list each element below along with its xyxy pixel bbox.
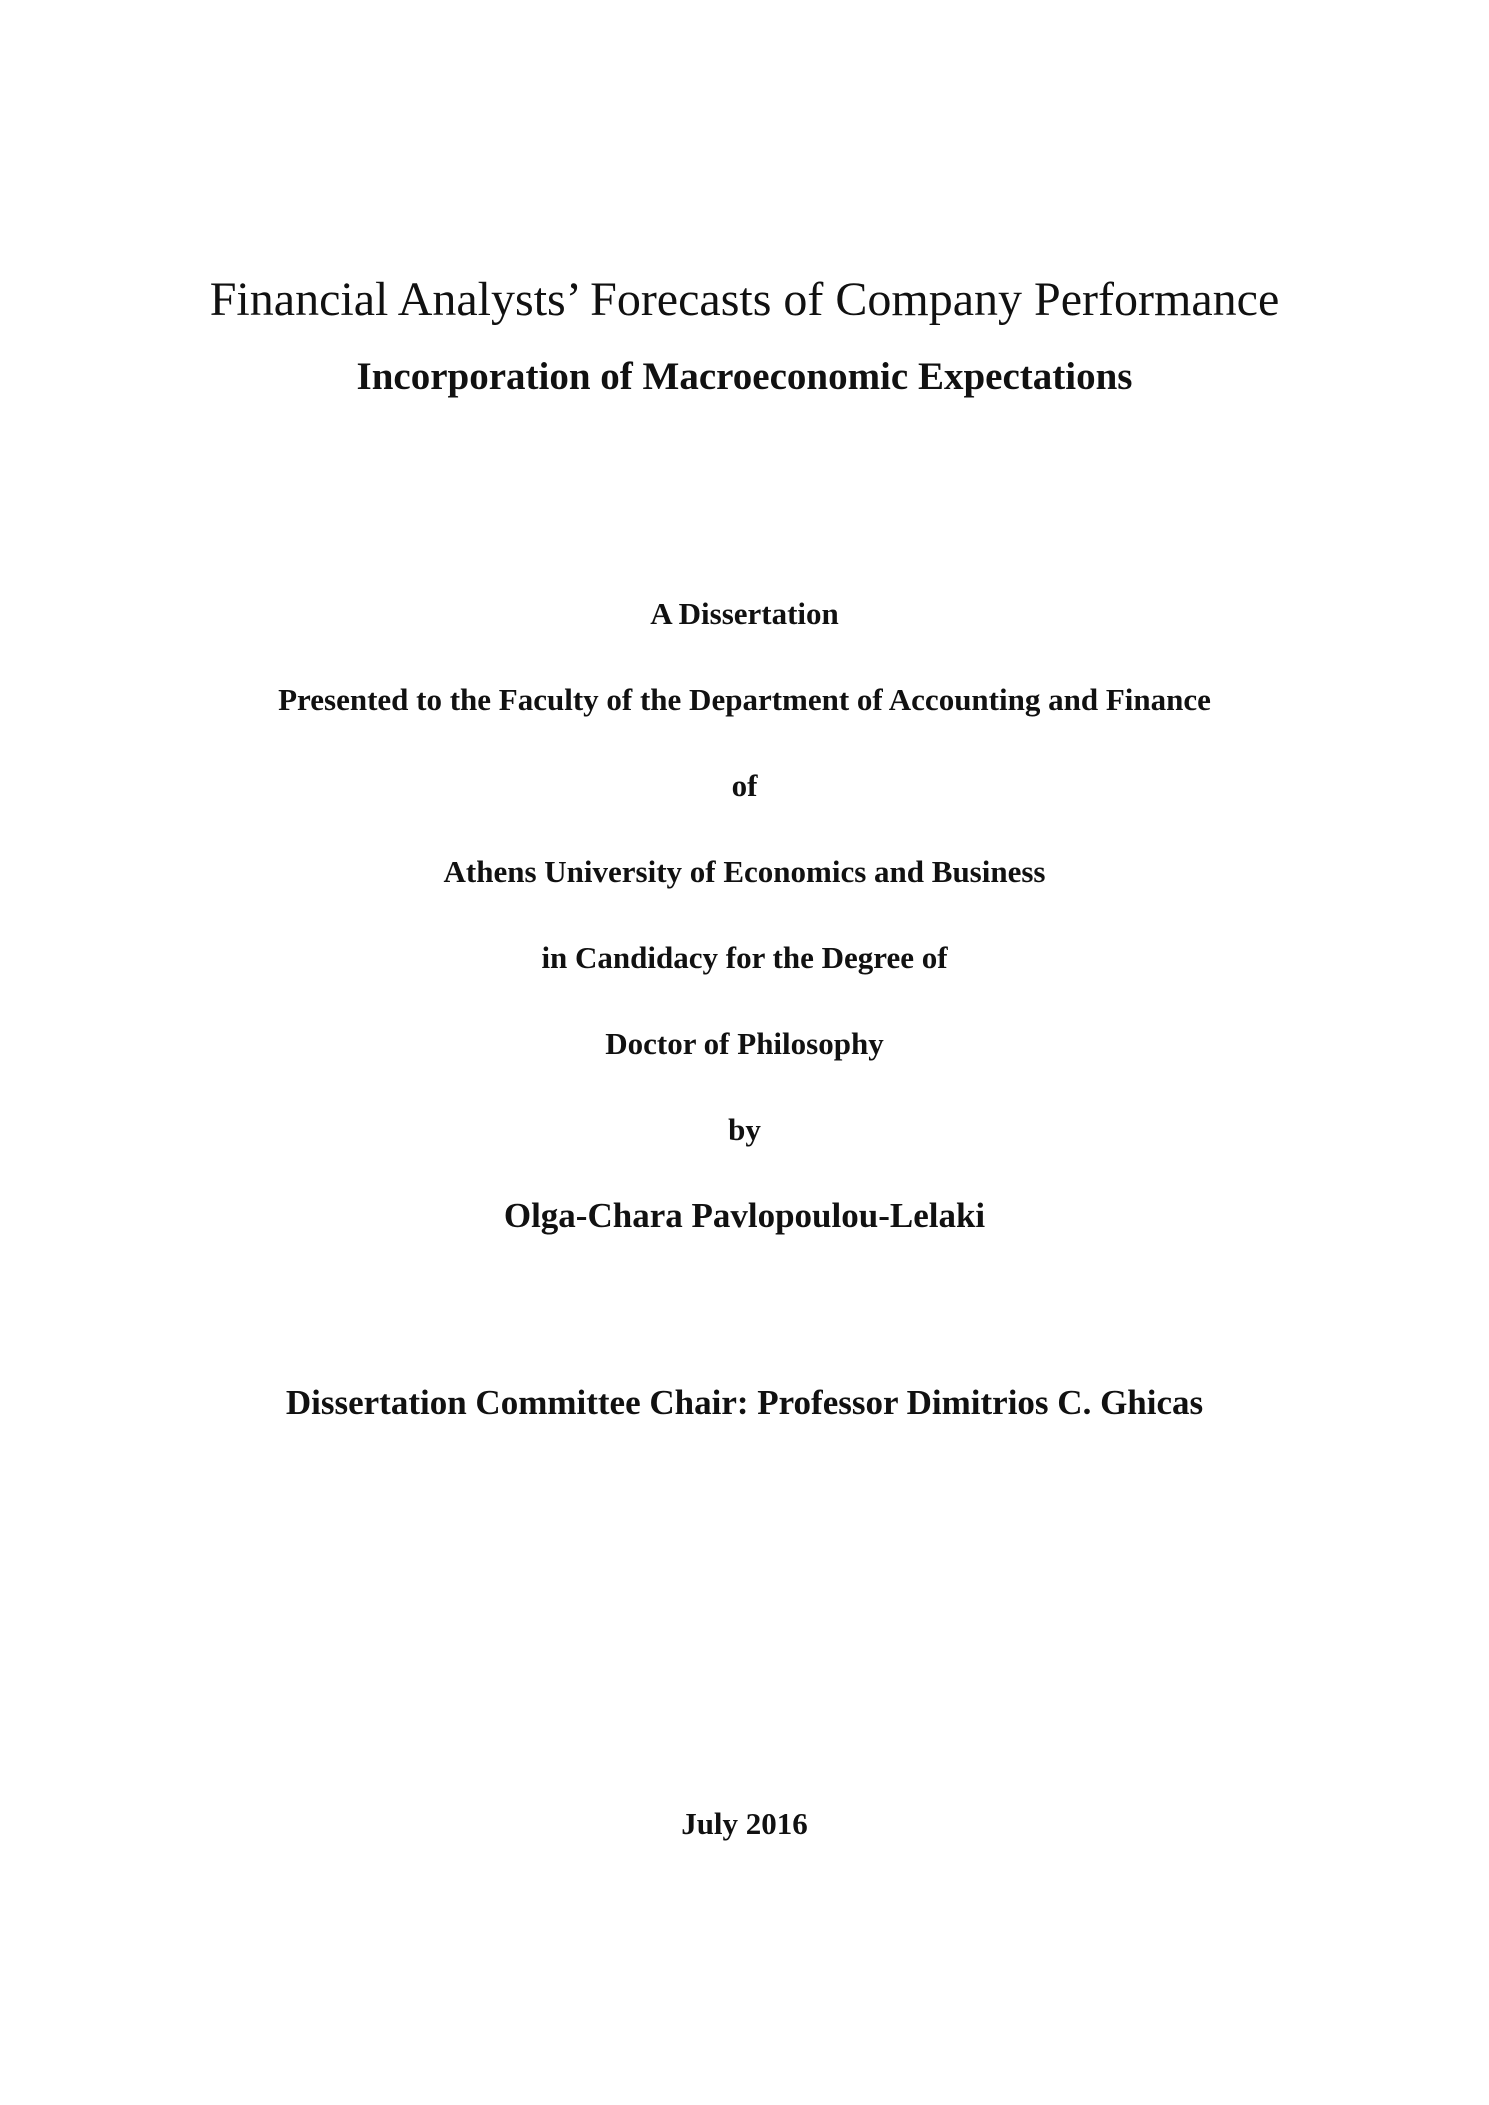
dissertation-subtitle: Incorporation of Macroeconomic Expectations: [356, 355, 1133, 398]
of-line: of: [731, 768, 758, 803]
committee-chair-line: Dissertation Committee Chair: Professor Dimitrios C. Ghicas: [285, 1383, 1204, 1422]
submission-date: July 2016: [681, 1806, 808, 1841]
by-line: by: [728, 1112, 761, 1147]
document-type: A Dissertation: [650, 596, 839, 631]
presented-to-line: Presented to the Faculty of the Department of Accounting and Finance: [278, 682, 1211, 717]
candidacy-line: in Candidacy for the Degree of: [541, 940, 948, 975]
author-name: Olga-Chara Pavlopoulou-Lelaki: [503, 1196, 986, 1235]
dissertation-title: Financial Analysts’ Forecasts of Company Performance: [209, 273, 1280, 326]
university-name: Athens University of Economics and Business: [443, 854, 1046, 889]
degree-name: Doctor of Philosophy: [605, 1026, 884, 1061]
